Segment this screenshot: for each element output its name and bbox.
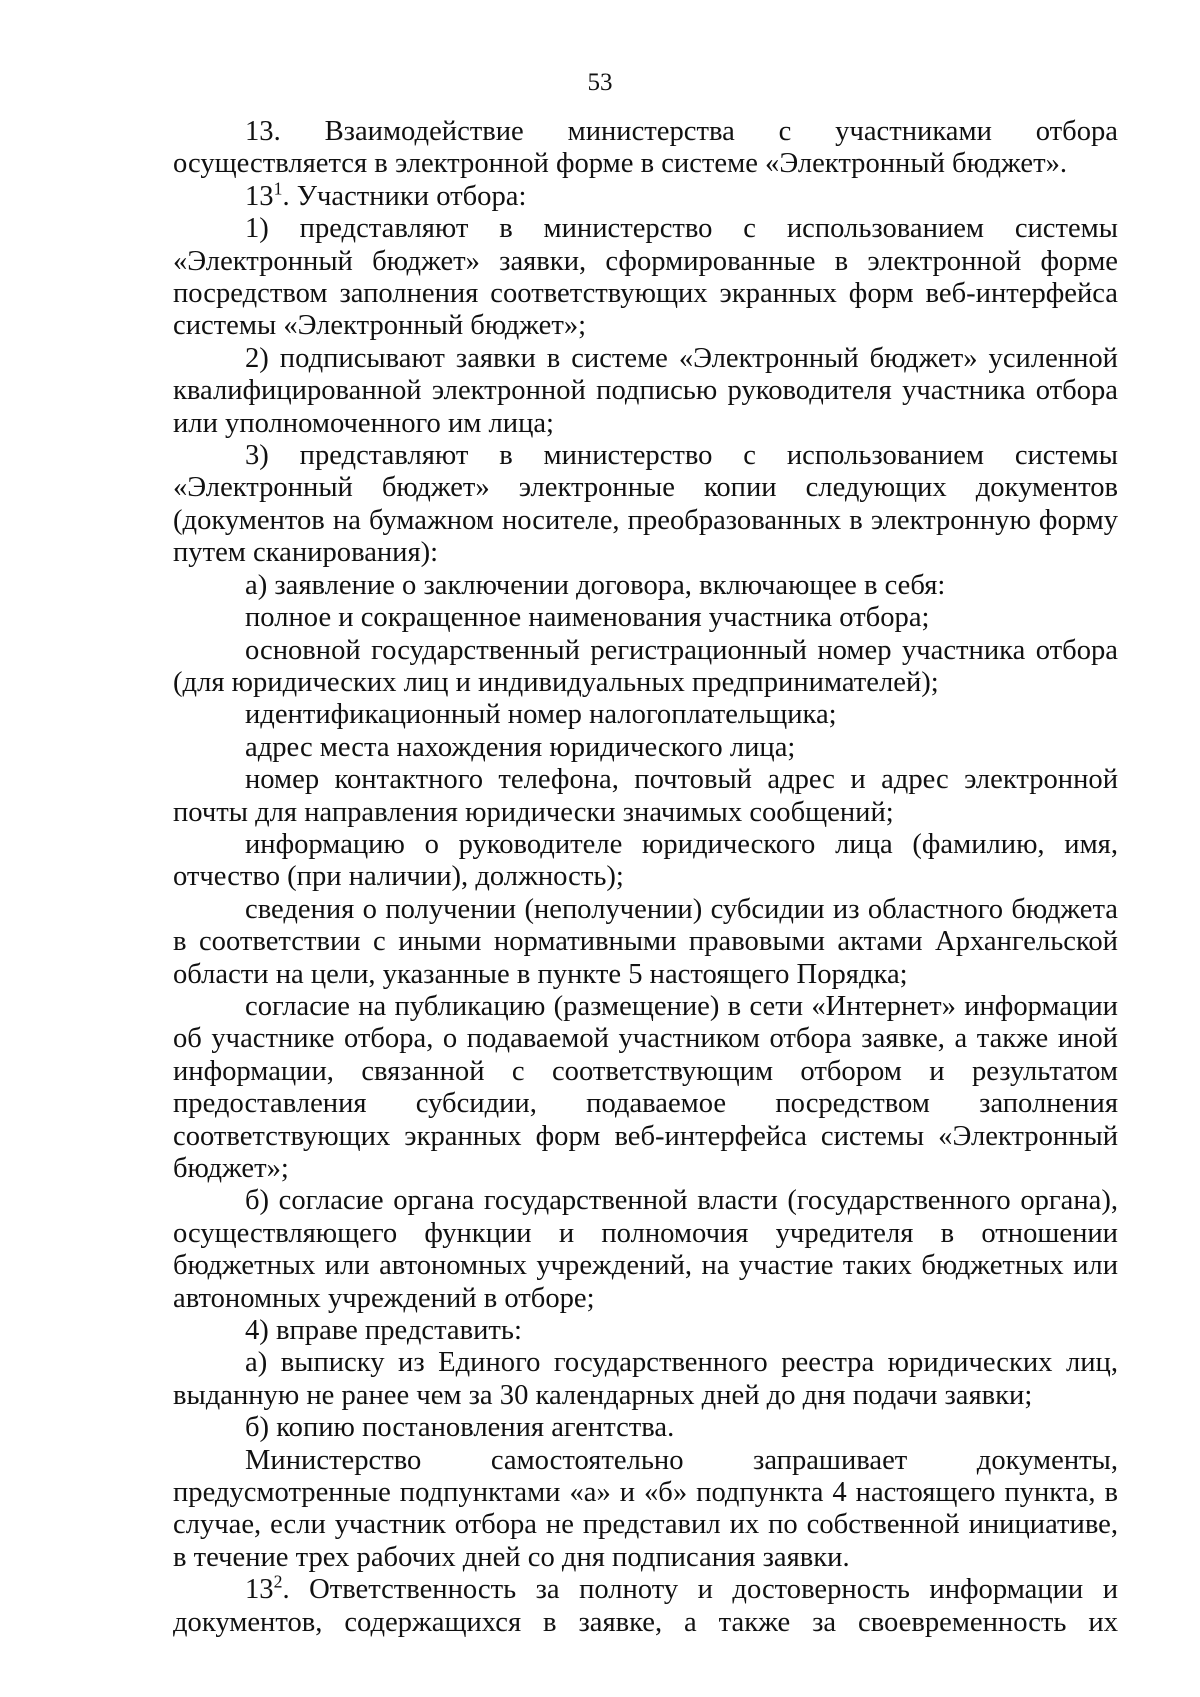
paragraph-ministry-requests: Министерство самостоятельно запрашивает документы, предусмотренные подпунктами «а» и «б» подпункта 4 настоящего пункта, в случае, если участник отбора не представил их по собственной инициативе, в течение трех рабочих дней со дня подписания заявки. [173,1444,1118,1573]
paragraph-item-3b: б) согласие органа государственной власти (государственного органа), осуществляющего функции и полномочия учредителя в отношении бюджетных или автономных учреждений, на участие таких бюджетных или автономных учреждений в отборе; [173,1185,1118,1314]
document-body [173,116,1118,1639]
paragraph-subsidy-info: сведения о получении (неполучении) субсидии из областного бюджета в соответствии с иными нормативными правовыми актами Архангельской области на цели, указанные в пункте 5 настоящего Порядка; [173,893,1118,990]
paragraph-publication-consent: согласие на публикацию (размещение) в сети «Интернет» информации об участнике отбора, о подаваемой участником отбора заявке, а также иной информации, связанной с соответствующим отбором и результатом предоставления субсидии, подаваемое посредством заполнения соответствующих экранных форм веб-интерфейса системы «Электронный бюджет»; [173,990,1118,1184]
paragraph-head-info: информацию о руководителе юридического лица (фамилию, имя, отчество (при наличии), должность); [173,828,1118,893]
paragraph-text: Участники отбора: [296,180,527,212]
page-number: 53 [587,69,613,96]
paragraph-address: адрес места нахождения юридического лица; [245,731,796,763]
paragraph-item-3: 3) представляют в министерство с использованием системы «Электронный бюджет» электронные копии следующих документов (документов на бумажном носителе, преобразованных в электронную форму путем сканирования): [173,440,1118,569]
paragraph-13-1: $13^1$. Участники отбора: [245,178,527,212]
point-number: 13 [245,1574,274,1606]
paragraph-13: 13. Взаимодействие министерства с участниками отбора осуществляется в электронной форме в системе «Электронный бюджет». [173,116,1118,180]
paragraph-ogrn: основной государственный регистрационный номер участника отбора (для юридических лиц и индивидуальных предпринимателей); [173,634,1118,698]
point-superscript: 2 [273,1571,283,1592]
paragraph-item-2: 2) подписывают заявки в системе «Электронный бюджет» усиленной квалифицированной электронной подписью руководителя участника отбора или уполномоченного им лица; [173,342,1118,439]
paragraph-item-4a: а) выписку из Единого государственного реестра юридических лиц, выданную не ранее чем за 30 календарных дней до дня подачи заявки; [173,1347,1118,1411]
point-number: 13 [245,180,274,212]
paragraph-text: . Ответственность за полноту и достоверность информации и документов, содержащихся в заявке, а также за своевременность их [173,1574,1118,1638]
paragraph-item-4: 4) вправе представить: [245,1315,522,1347]
point-superscript: 1 [273,178,283,199]
paragraph-inn: идентификационный номер налогоплательщика; [245,699,837,731]
paragraph-item-1: 1) представляют в министерство с использованием системы «Электронный бюджет» заявки, сформированные в электронной форме посредством заполнения соответствующих экранных форм веб-интерфейса системы «Электронный бюджет»; [173,213,1118,342]
paragraph-full-name: полное и сокращенное наименования участника отбора; [245,602,930,634]
paragraph-item-3a: а) заявление о заключении договора, включающее в себя: [245,569,946,601]
paragraph-contacts: номер контактного телефона, почтовый адрес и адрес электронной почты для направления юридически значимых сообщений; [173,764,1118,828]
paragraph-13-2 [173,1571,1118,1639]
paragraph-item-4b: б) копию постановления агентства. [245,1412,675,1444]
